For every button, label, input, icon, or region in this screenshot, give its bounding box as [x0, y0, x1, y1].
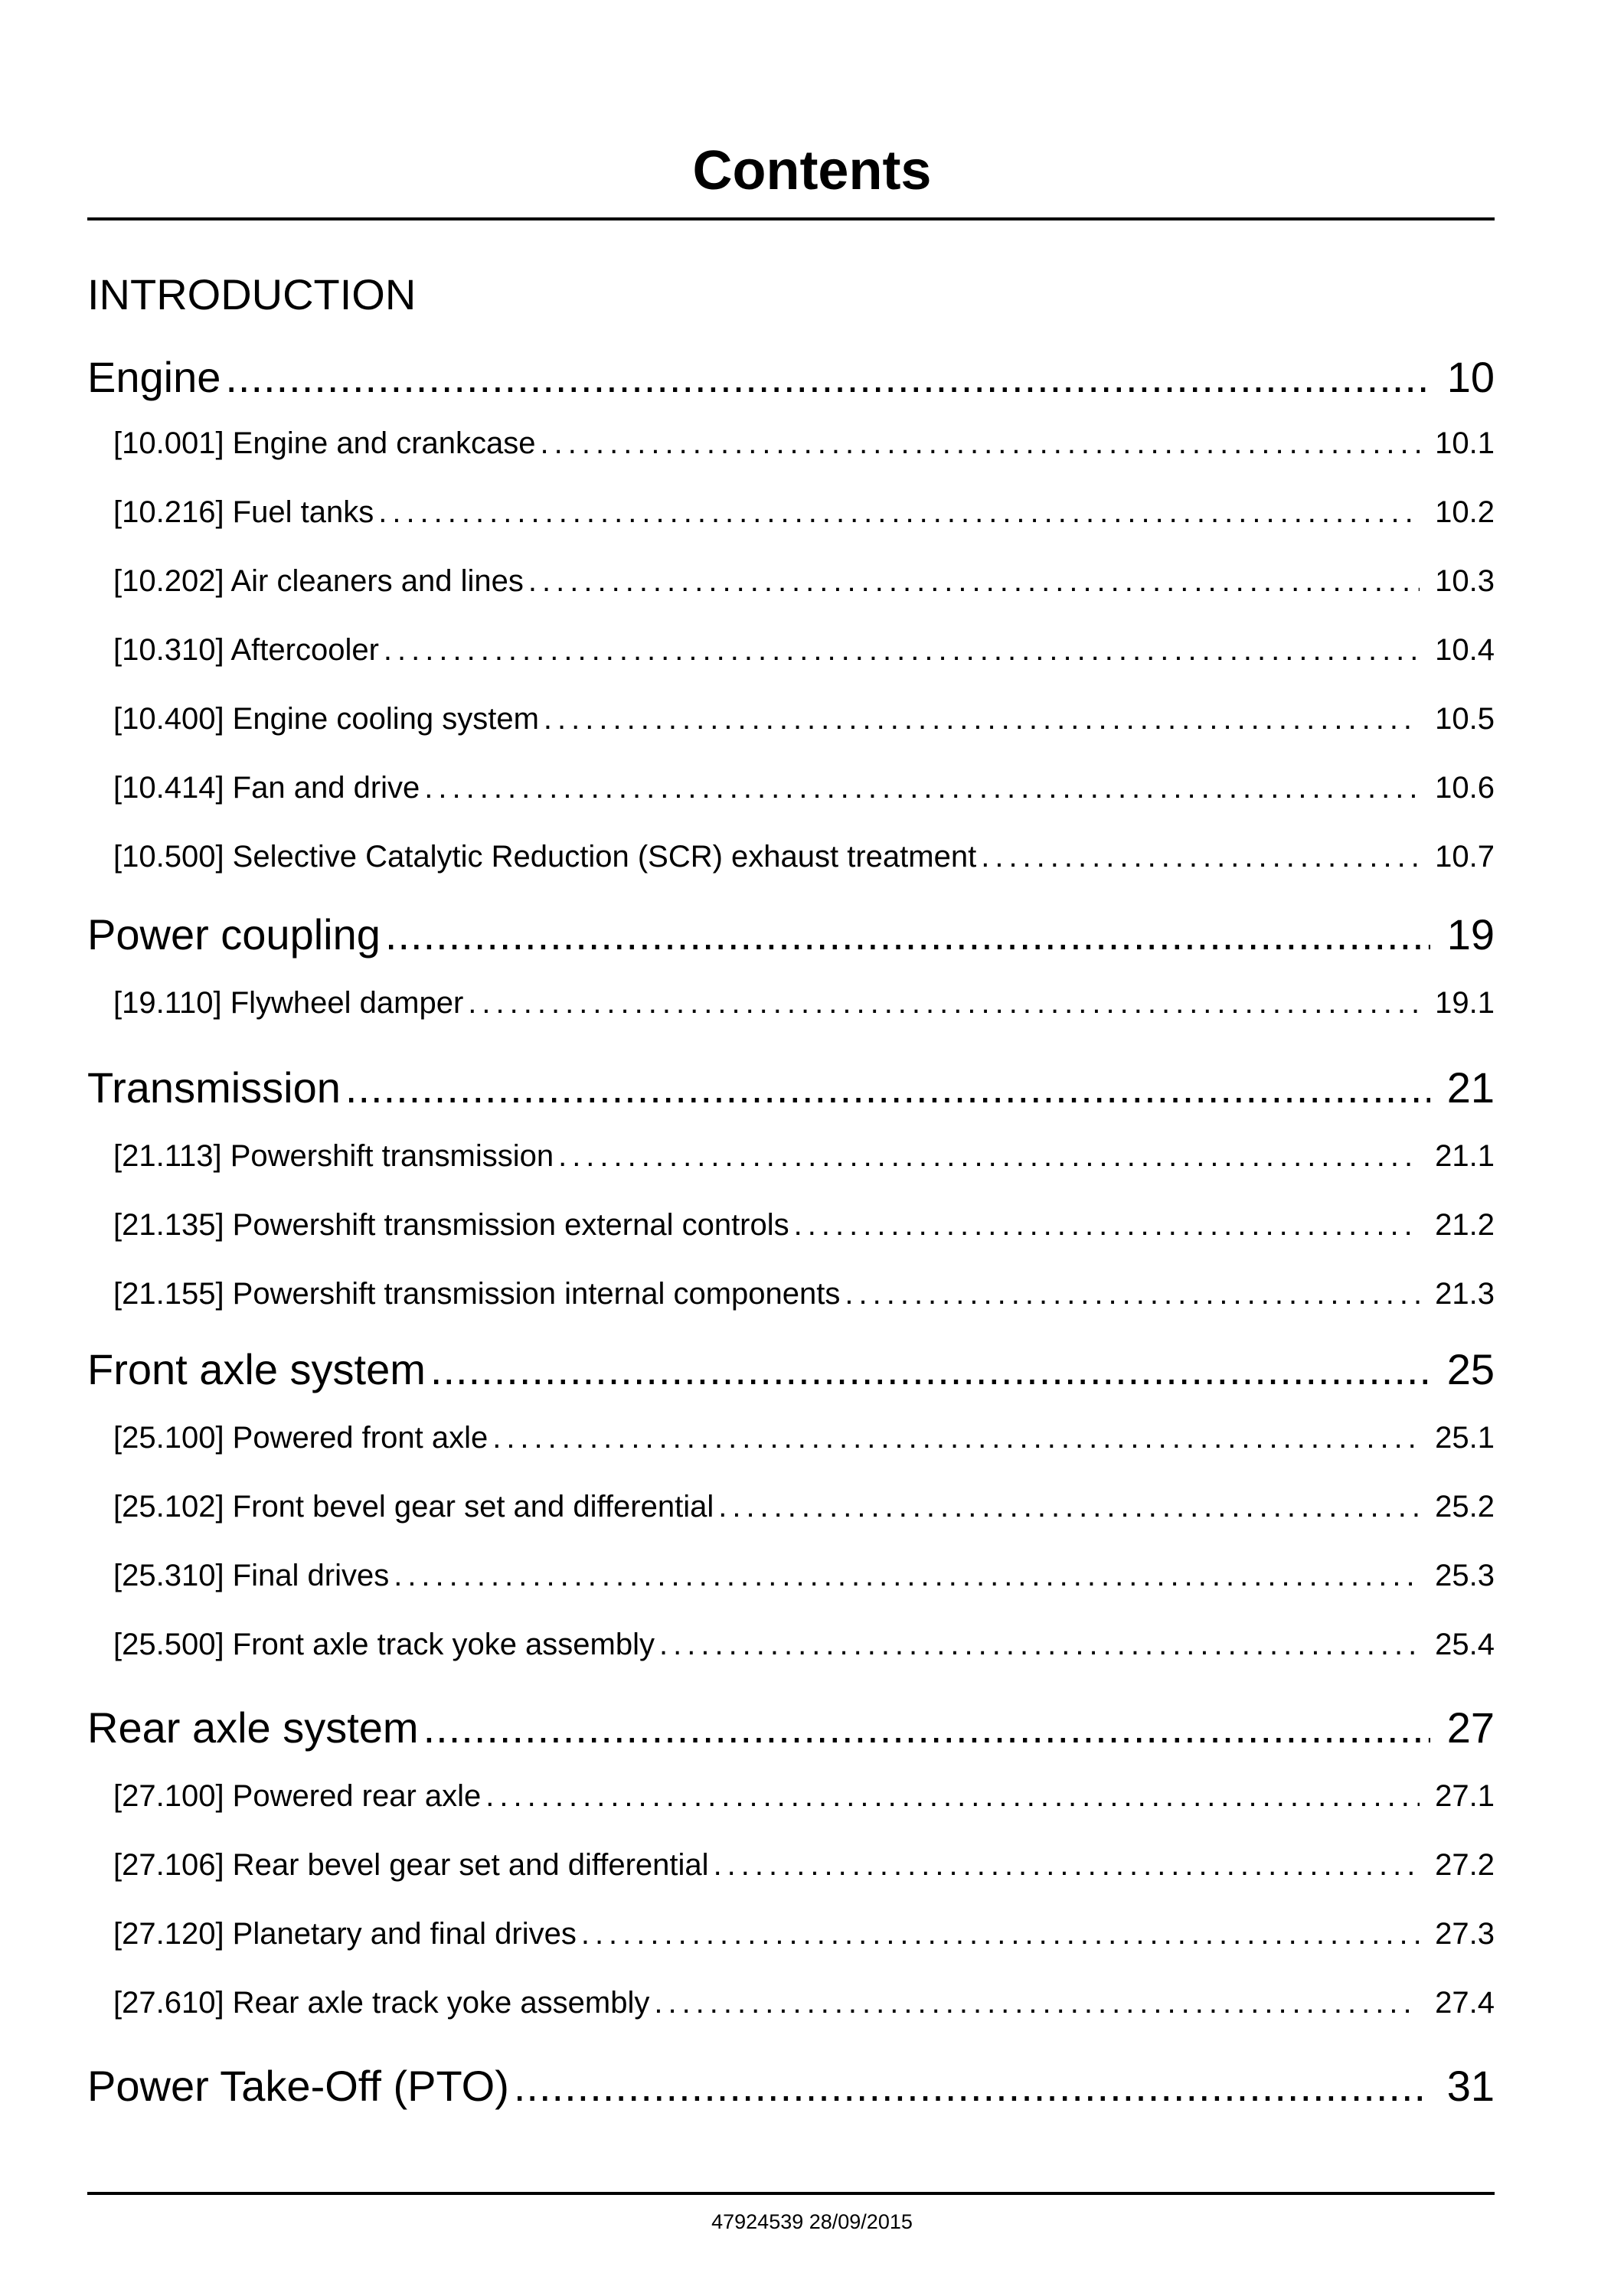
- section-entry[interactable]: [113, 1845, 1495, 1885]
- dot-leader: [430, 1343, 1430, 1396]
- section-entry-page-number: 21.1: [1435, 1139, 1495, 1173]
- section-entry-label: [10.400] Engine cooling system: [113, 702, 539, 736]
- dot-leader: [845, 1274, 1420, 1314]
- dot-leader: [581, 1914, 1420, 1954]
- dot-leader: [424, 768, 1420, 808]
- section-entry-label: [10.500] Selective Catalytic Reduction (SCR) exhaust treatment: [113, 840, 977, 874]
- introduction-heading[interactable]: INTRODUCTION: [87, 270, 417, 318]
- chapter-entry-page-number: 19: [1446, 910, 1495, 959]
- dot-leader: [541, 423, 1420, 463]
- section-entry[interactable]: [113, 1776, 1495, 1816]
- section-entry[interactable]: [113, 1914, 1495, 1954]
- chapter-entry[interactable]: [87, 1343, 1495, 1396]
- section-entry-label: [27.100] Powered rear axle: [113, 1779, 482, 1813]
- dot-leader: [423, 1701, 1430, 1755]
- section-entry-page-number: 10.6: [1435, 771, 1495, 805]
- page-title: Contents: [692, 140, 932, 201]
- chapter-entry-label: Transmission: [87, 1063, 341, 1112]
- section-entry-label: [21.113] Powershift transmission: [113, 1139, 554, 1173]
- dot-leader: [544, 699, 1420, 739]
- section-entry[interactable]: [113, 1625, 1495, 1664]
- footer-document-code: 47924539 28/09/2015: [711, 2210, 913, 2233]
- dot-leader: [384, 630, 1420, 670]
- dot-leader: [714, 1845, 1420, 1885]
- section-entry[interactable]: [113, 492, 1495, 532]
- section-entry[interactable]: [113, 423, 1495, 463]
- chapter-entry[interactable]: [87, 1061, 1495, 1115]
- chapter-entry-label: Front axle system: [87, 1345, 426, 1393]
- section-entry-label: [10.310] Aftercooler: [113, 633, 379, 667]
- section-entry[interactable]: [113, 983, 1495, 1023]
- chapter-entry-label: Power Take-Off (PTO): [87, 2062, 509, 2110]
- section-entry-page-number: 10.3: [1435, 564, 1495, 598]
- chapter-entry-page-number: 21: [1446, 1063, 1495, 1112]
- dot-leader: [345, 1061, 1430, 1115]
- section-entry-page-number: 27.2: [1435, 1848, 1495, 1882]
- section-entry-page-number: 10.4: [1435, 633, 1495, 667]
- section-entry-label: [25.500] Front axle track yoke assembly: [113, 1628, 655, 1661]
- section-entry-page-number: 25.4: [1435, 1628, 1495, 1661]
- section-entry-page-number: 10.1: [1435, 426, 1495, 460]
- section-entry-page-number: 10.7: [1435, 840, 1495, 874]
- section-entry-page-number: 10.2: [1435, 495, 1495, 529]
- dot-leader: [378, 492, 1420, 532]
- chapter-entry[interactable]: [87, 1701, 1495, 1755]
- section-entry-label: [25.310] Final drives: [113, 1559, 390, 1592]
- chapter-entry-label: Power coupling: [87, 910, 381, 959]
- dot-leader: [654, 1983, 1420, 2023]
- section-entry-page-number: 25.2: [1435, 1490, 1495, 1524]
- section-entry-label: [27.610] Rear axle track yoke assembly: [113, 1986, 650, 2020]
- section-entry-page-number: 25.1: [1435, 1421, 1495, 1455]
- section-entry-page-number: 10.5: [1435, 702, 1495, 736]
- section-entry-label: [25.100] Powered front axle: [113, 1421, 489, 1455]
- section-entry-label: [10.216] Fuel tanks: [113, 495, 374, 529]
- dot-leader: [385, 908, 1430, 962]
- section-entry-page-number: 27.4: [1435, 1986, 1495, 2020]
- dot-leader: [485, 1776, 1420, 1816]
- section-entry-page-number: 25.3: [1435, 1559, 1495, 1592]
- section-entry[interactable]: [113, 1136, 1495, 1176]
- dot-leader: [514, 2059, 1430, 2113]
- chapter-entry[interactable]: [87, 2059, 1495, 2113]
- section-entry[interactable]: [113, 1487, 1495, 1527]
- section-entry-label: [10.414] Fan and drive: [113, 771, 420, 805]
- dot-leader: [468, 983, 1420, 1023]
- section-entry[interactable]: [113, 1274, 1495, 1314]
- section-entry-label: [10.202] Air cleaners and lines: [113, 564, 524, 598]
- section-entry-label: [25.102] Front bevel gear set and differential: [113, 1490, 714, 1524]
- dot-leader: [225, 351, 1430, 404]
- section-entry[interactable]: [113, 1418, 1495, 1458]
- section-entry[interactable]: [113, 1556, 1495, 1595]
- chapter-entry-page-number: 25: [1446, 1345, 1495, 1393]
- section-entry-label: [27.106] Rear bevel gear set and differential: [113, 1848, 709, 1882]
- dot-leader: [794, 1205, 1420, 1245]
- section-entry[interactable]: [113, 837, 1495, 877]
- dot-leader: [659, 1625, 1420, 1664]
- section-entry[interactable]: [113, 768, 1495, 808]
- chapter-entry-label: Rear axle system: [87, 1703, 419, 1752]
- dot-leader: [528, 561, 1420, 601]
- section-entry-page-number: 27.1: [1435, 1779, 1495, 1813]
- chapter-entry-page-number: 10: [1446, 353, 1495, 401]
- section-entry[interactable]: [113, 1205, 1495, 1245]
- section-entry-label: [19.110] Flywheel damper: [113, 986, 464, 1020]
- dot-leader: [718, 1487, 1420, 1527]
- chapter-entry-page-number: 27: [1446, 1703, 1495, 1752]
- dot-leader: [492, 1418, 1420, 1458]
- section-entry-page-number: 27.3: [1435, 1917, 1495, 1951]
- section-entry-page-number: 21.2: [1435, 1208, 1495, 1242]
- section-entry-label: [21.135] Powershift transmission external controls: [113, 1208, 789, 1242]
- dot-leader: [394, 1556, 1420, 1595]
- footer-divider: [87, 2192, 1495, 2195]
- section-entry-label: [10.001] Engine and crankcase: [113, 426, 536, 460]
- chapter-entry-label: Engine: [87, 353, 221, 401]
- dot-leader: [558, 1136, 1420, 1176]
- chapter-entry[interactable]: [87, 908, 1495, 962]
- section-entry[interactable]: [113, 699, 1495, 739]
- section-entry-page-number: 19.1: [1435, 986, 1495, 1020]
- chapter-entry-page-number: 31: [1446, 2062, 1495, 2110]
- section-entry-page-number: 21.3: [1435, 1277, 1495, 1311]
- section-entry[interactable]: [113, 561, 1495, 601]
- chapter-entry[interactable]: [87, 351, 1495, 404]
- section-entry[interactable]: [113, 1983, 1495, 2023]
- section-entry-label: [21.155] Powershift transmission internal components: [113, 1277, 841, 1311]
- dot-leader: [981, 837, 1420, 877]
- section-entry[interactable]: [113, 630, 1495, 670]
- section-entry-label: [27.120] Planetary and final drives: [113, 1917, 577, 1951]
- header-divider: [87, 217, 1495, 220]
